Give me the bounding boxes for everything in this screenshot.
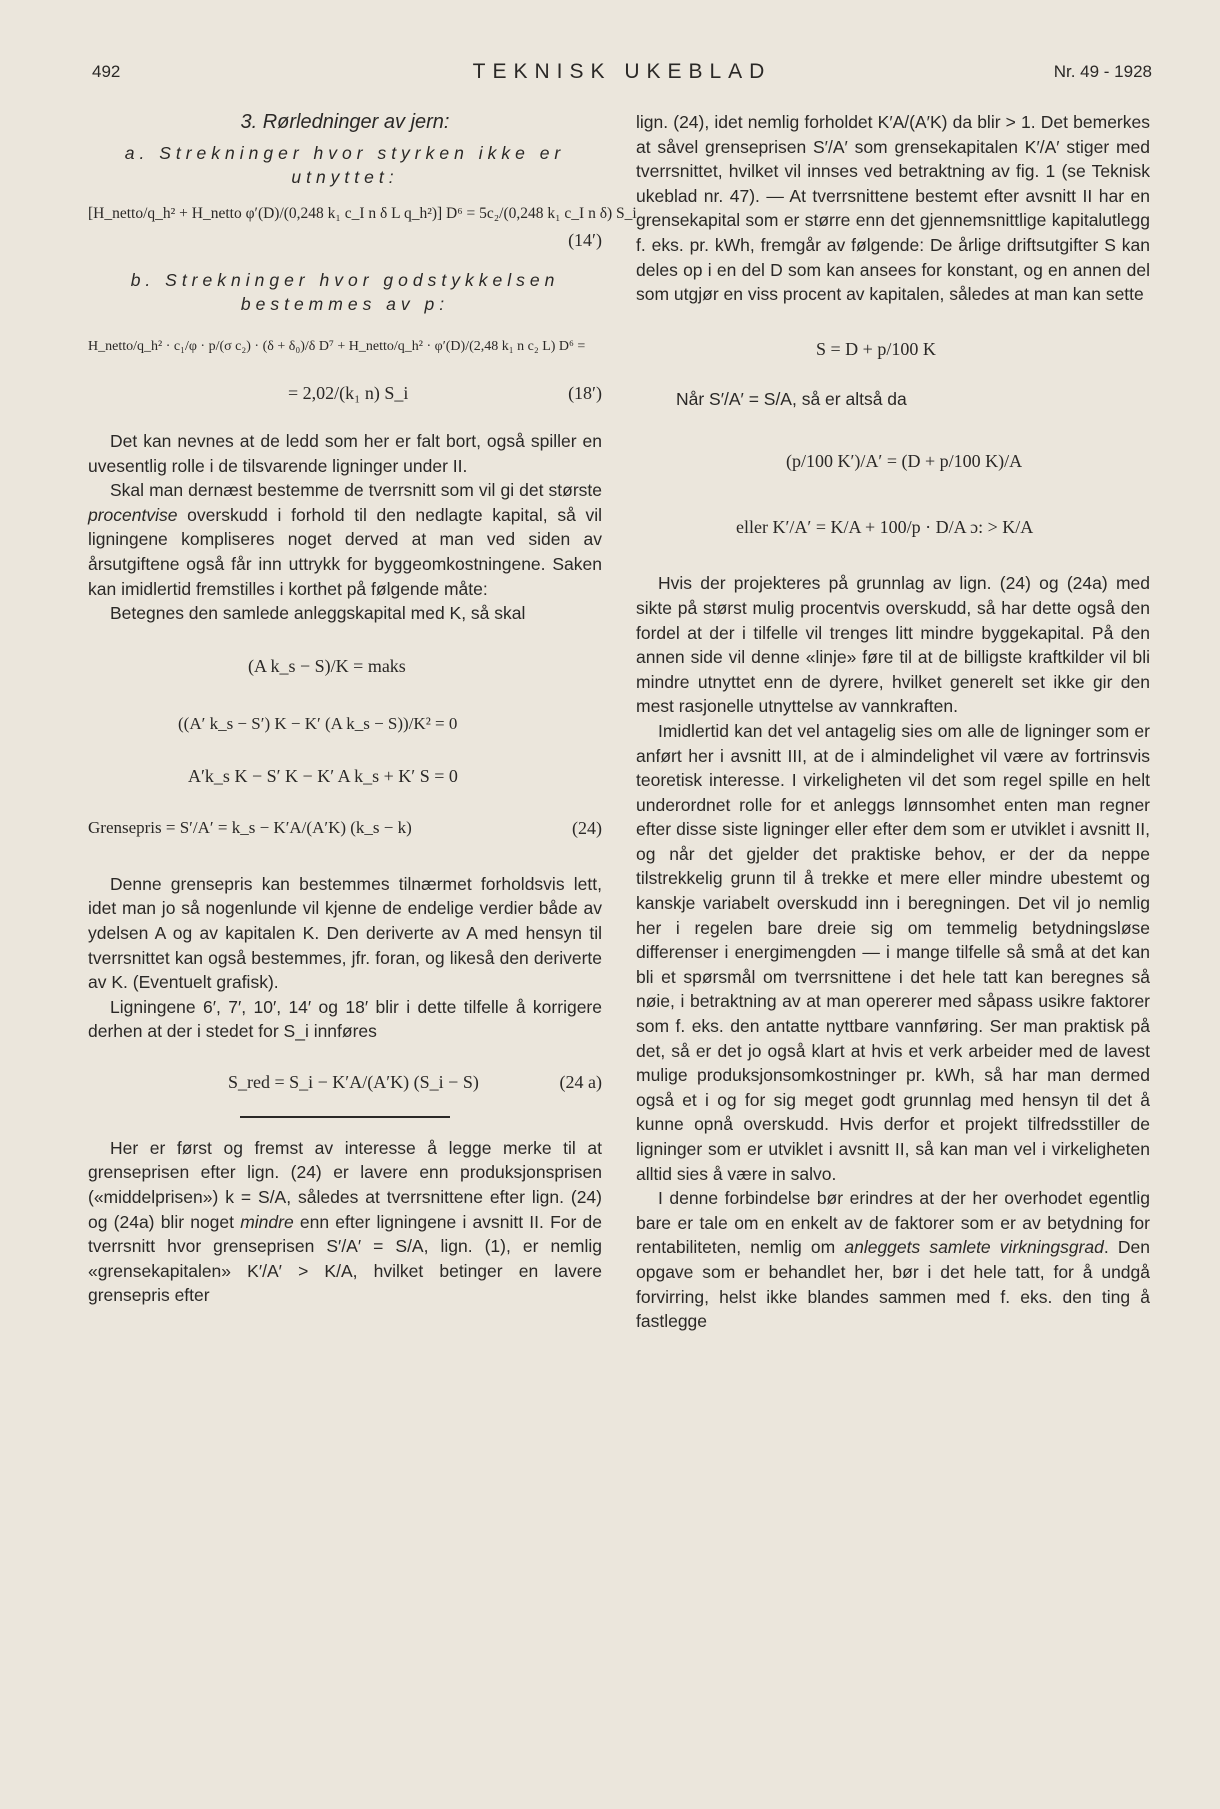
emphasis: procentvise [88,504,178,525]
paragraph: Ligningene 6′, 7′, 10′, 14′ og 18′ blir i dette tilfelle å korrigere derhen at der i stedet for S_i innføres [88,996,602,1042]
left-column [88,110,637,1308]
equation-24a-body: S_red = S_i − K′A/(A′K) (S_i − S) [228,1071,479,1092]
equation-18-line2: = 2,02/(k₁ n) S_i [288,382,409,403]
text-run: enn efter ligningene i avsnitt II. For de tverrsnitt hvor grenseprisen S′/A′ = S/A, lign. (1), er nemlig «grensekapitalen» K′/A′ > K/A, hvilket betinger en lavere grensepris efter [88,1211,602,1306]
paragraph: Det kan nevnes at de ledd som her er falt bort, også spiller en uvesentlig rolle i de tilsvarende ligninger under II. [88,430,602,476]
equation-expand-body: A′k_s K − S′ K − K′ A k_s + K′ S = 0 [188,765,458,786]
paragraph [88,1136,602,1308]
equation-18-line1: H_netto/q_h² · c₁/φ · p/(σ c₂) · (δ + δ₀)/δ D⁷ + H_netto/q_h² · φ′(D)/(2,48 k₁ n c₂ L) D⁶ = [88,338,586,354]
equation-24-number: (24) [572,817,602,838]
paragraph: Denne grensepris kan bestemmes tilnærmet forholdsvis lett, idet man jo så nogenlunde vil kjenne de endelige verdier både av ydelsen A og av kapitalen K. Den deriverte av A med hensyn til tverrsnittet kan også bestemmes, jfr. foran, og likeså den deriverte av K. (Eventuelt grafisk). [88,873,602,993]
text-run: Skal man dernæst bestemme de tverrsnitt som vil gi det største [110,480,602,501]
page-number: 492 [92,62,121,81]
equation-derivative-body: ((A′ k_s − S′) K − K′ (A k_s − S))/K² = 0 [178,713,458,733]
emphasis: anleggets samlete virkningsgrad [844,1237,1104,1258]
paragraph [636,1186,1150,1334]
equation-24 [88,798,602,860]
equation-24-body: Grensepris = S′/A′ = k_s − K′A/(A′K) (k_s − k) [88,817,412,837]
paragraph: Imidlertid kan det vel antagelig sies om alle de ligninger som er anført her i avsnitt III, at de i almindelighet vil være av fortrinsvis teoretisk interesse. I virkeligheten vil det som regel spille en helt underordnet rolle for et anleggs lønnsomhet enten man regner efter disse siste ligninger eller efter dem som er utviklet i avsnitt II, og når det gjelder det praktiske behov, er der da neppe tilstrekkelig grunn til å trekke et mere eller mindre ubestemt og kanskje variabelt overskudd inn i beregningen. Det vil jo nemlig her i regelen bare dreie sig om temmelig betydningsløse differenser i energimengden — i mange tilfelle så små at det kan bli et spørsmål om tverrsnittene i det hele tatt kan beregnes så nøie, i betraktning av at man opererer med såpass usikre faktorer som f. eks. den antatte nyttbare vannføring. Ser man praktisk på det, så er det jo også klart at hvis et verk arbeider med de lavest mulige produksjonsomkostninger pr. kWh, så har man dermed også et i og for sig meget godt grunnlag med hensyn til det å kunne opnå overskudd. Hvis derfor et projekt tilfredsstiller de ligninger som er utviklet i avsnitt II, så kan man vel i virkeligheten alltid sies å være in salvo. [636,720,1150,1184]
paragraph [88,478,602,601]
paragraph: Hvis der projekteres på grunnlag av lign. (24) og (24a) med sikte på størst mulig procentvis overskudd, så har dette også den fordel at der i tilfelle vil trenges litt mindre byggekapital. På den annen side vil denne «linje» føre til at de billigste kraftkilder vil bli mindre utnyttet enn de dyrere, hvilket generelt set ikke gir den mest rasjonelle utnyttelse av vannkraften. [636,573,1150,717]
paragraph: Betegnes den samlede anleggskapital med K, så skal [110,603,526,624]
text-run: . Den opgave som er behandlet her, bør i det hele tatt, for å undgå forvirring, helst ikke blandes sammen med f. eks. den ting å fastlegge [636,1237,1150,1332]
subsection-b: b. Strekninger hvor godstykkelsen bestemmes av p: [130,269,560,315]
equation-s [636,317,1150,379]
divider [240,1116,450,1118]
paragraph: Når S′/A′ = S/A, så er altså da [676,388,907,409]
equation-eller [636,495,1150,559]
equation-14 [88,194,637,258]
equation-ratio-body: (p/100 K′)/A′ = (D + p/100 K)/A [786,451,1023,472]
right-column [636,110,1150,1334]
equation-24a [88,1054,602,1110]
text-run: overskudd i forhold til den nedlagte kapital, så vil ligningene kompliseres noget derved at man ved siden av årsutgiftene også får inn uttrykk for byggeomkostningene. Saken kan imidlertid fremstilles i korthet på følgende måte: [88,504,602,599]
journal-title: TEKNISK UKEBLAD [472,60,772,83]
equation-18-number: (18′) [568,382,602,403]
issue-number: Nr. 49 - 1928 [1053,62,1152,81]
equation-derivative [88,694,602,752]
subsection-a: a. Strekninger hvor styrken ikke er utnyttet: [124,142,566,188]
equation-expand [88,752,602,798]
section-title: 3. Rørledninger av jern: [240,111,450,133]
equation-max [88,638,602,694]
text-run: I denne forbindelse bør erindres at der her overhodet egentlig bare er tale om en enkelt av de faktorer som er av betydning for rentabiliteten, nemlig om [636,1188,1150,1258]
text-run: Her er først og fremst av interesse å legge merke til at grenseprisen efter lign. (24) er lavere enn produksjonsprisen («middelprisen») k = S/A, således at tverrsnittene efter lign. (24) og (24a) blir noget [88,1137,602,1232]
equation-18 [88,321,602,417]
page-header [92,62,1152,88]
equation-14-number: (14′) [568,229,602,250]
equation-ratio [636,425,1150,495]
equation-s-body: S = D + p/100 K [816,338,936,359]
equation-eller-body: eller K′/A′ = K/A + 100/p · D/A ɔ: > K/A [736,517,1034,538]
equation-max-body: (A k_s − S)/K = maks [248,655,406,676]
paragraph: lign. (24), idet nemlig forholdet K′A/(A′K) da blir > 1. Det bemerkes at såvel grenseprisen S′/A′ som grensekapitalen K′/A′ stiger med tverrsnittet, hvilket vil innses ved betraktning av fig. 1 (se Teknisk ukeblad nr. 47). — At tverrsnittene bestemt efter avsnitt II har en grensekapital som er større enn det gjennemsnittlige kapitalutlegg f. eks. pr. kWh, fremgår av følgende: De årlige driftsutgifter S kan deles op i en del D som kan ansees for konstant, og en annen del som utgjør en viss procent av kapitalen, således at man kan sette [636,112,1150,305]
emphasis: mindre [240,1211,294,1232]
equation-14-body: [H_netto/q_h² + H_netto φ′(D)/(0,248 k₁ c_I n δ L q_h²)] D⁶ = 5c₂/(0,248 k₁ c_I n δ) S_i [88,204,637,222]
equation-24a-number: (24 a) [559,1071,602,1092]
